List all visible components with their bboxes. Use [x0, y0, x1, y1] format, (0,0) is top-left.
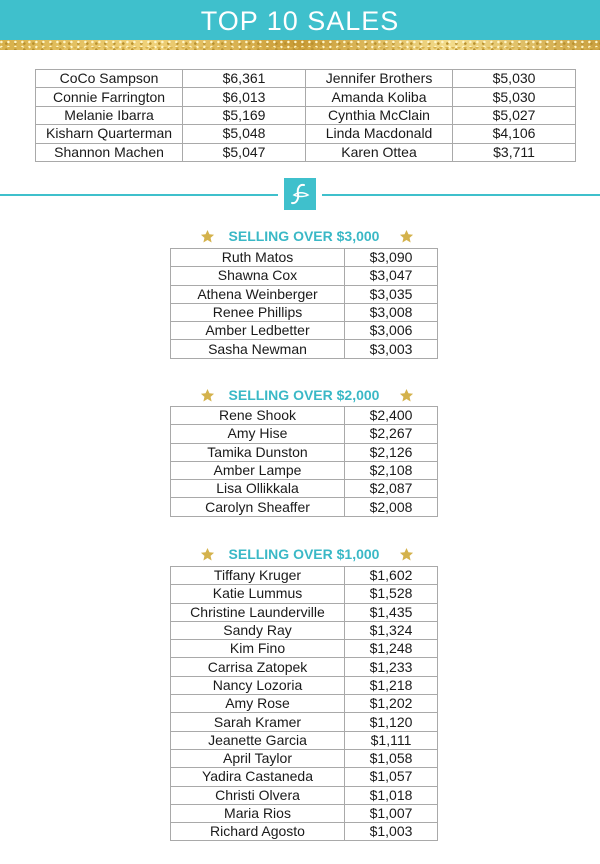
top-10-table [35, 69, 576, 162]
seller-name: Kim Fino [171, 640, 345, 658]
section-title-text: SELLING OVER $1,000 [228, 546, 380, 562]
table-row [171, 804, 438, 822]
table-row [171, 603, 438, 621]
star-icon [399, 547, 414, 562]
seller-name: Sasha Newman [171, 340, 345, 358]
seller-name: Richard Agosto [171, 823, 345, 841]
star-icon [399, 229, 414, 244]
script-f-logo-icon [284, 178, 316, 210]
tier-table [170, 248, 438, 359]
section-title-text: SELLING OVER $2,000 [228, 387, 380, 403]
seller-name: Christine Launderville [171, 603, 345, 621]
seller-name: Yadira Castaneda [171, 768, 345, 786]
seller-name: Shawna Cox [171, 267, 345, 285]
sales-amount: $1,058 [345, 749, 438, 767]
sales-amount: $3,090 [345, 249, 438, 267]
star-icon [200, 547, 215, 562]
seller-name: Amy Hise [171, 425, 345, 443]
table-row [171, 676, 438, 694]
table-row [171, 407, 438, 425]
table-row [171, 786, 438, 804]
sales-amount: $3,047 [345, 267, 438, 285]
table-row [171, 567, 438, 585]
table-row [171, 749, 438, 767]
sales-amount: $1,602 [345, 567, 438, 585]
table-row [171, 695, 438, 713]
seller-name: Katie Lummus [171, 585, 345, 603]
seller-name: Jeanette Garcia [171, 731, 345, 749]
seller-name: Jennifer Brothers [305, 70, 452, 88]
table-row [36, 125, 576, 143]
table-row [171, 768, 438, 786]
table-row [171, 480, 438, 498]
seller-name: Rene Shook [171, 407, 345, 425]
table-row [171, 658, 438, 676]
sales-amount: $1,324 [345, 621, 438, 639]
seller-name: Shannon Machen [36, 143, 183, 161]
divider-line-right [322, 194, 600, 196]
sales-amount: $3,008 [345, 303, 438, 321]
seller-name: Karen Ottea [305, 143, 452, 161]
sales-amount: $1,003 [345, 823, 438, 841]
seller-name: Carrisa Zatopek [171, 658, 345, 676]
seller-name: Tamika Dunston [171, 443, 345, 461]
sales-amount: $3,035 [345, 285, 438, 303]
sales-amount: $2,126 [345, 443, 438, 461]
section-title-text: SELLING OVER $3,000 [228, 228, 380, 244]
seller-name: Linda Macdonald [305, 125, 452, 143]
sales-amount: $3,006 [345, 322, 438, 340]
table-row [171, 640, 438, 658]
seller-name: Carolyn Sheaffer [171, 498, 345, 516]
seller-name: Connie Farrington [36, 88, 183, 106]
table-row [171, 461, 438, 479]
seller-name: Sandy Ray [171, 621, 345, 639]
sales-amount: $1,528 [345, 585, 438, 603]
sales-amount: $3,711 [453, 143, 576, 161]
sales-amount: $1,233 [345, 658, 438, 676]
sales-amount: $1,111 [345, 731, 438, 749]
sales-amount: $1,248 [345, 640, 438, 658]
sales-amount: $5,169 [183, 106, 306, 124]
seller-name: Tiffany Kruger [171, 567, 345, 585]
table-row [171, 713, 438, 731]
table-row [171, 621, 438, 639]
table-row [171, 340, 438, 358]
sales-amount: $5,047 [183, 143, 306, 161]
table-row [171, 585, 438, 603]
seller-name: Amanda Koliba [305, 88, 452, 106]
sales-amount: $1,202 [345, 695, 438, 713]
table-row [171, 731, 438, 749]
table-row [36, 143, 576, 161]
sales-amount: $1,218 [345, 676, 438, 694]
star-icon [399, 388, 414, 403]
seller-name: Amber Ledbetter [171, 322, 345, 340]
seller-name: Maria Rios [171, 804, 345, 822]
table-row [171, 285, 438, 303]
sales-amount: $2,087 [345, 480, 438, 498]
seller-name: Lisa Ollikkala [171, 480, 345, 498]
table-row [36, 88, 576, 106]
seller-name: Amber Lampe [171, 461, 345, 479]
seller-name: Sarah Kramer [171, 713, 345, 731]
seller-name: CoCo Sampson [36, 70, 183, 88]
seller-name: Melanie Ibarra [36, 106, 183, 124]
table-row [171, 498, 438, 516]
seller-name: Ruth Matos [171, 249, 345, 267]
section-title [170, 227, 438, 245]
sales-amount: $4,106 [453, 125, 576, 143]
table-row [171, 425, 438, 443]
header-banner [0, 0, 600, 40]
sales-amount: $5,027 [453, 106, 576, 124]
section-title [170, 386, 438, 404]
tier-table [170, 566, 438, 841]
sales-amount: $5,030 [453, 88, 576, 106]
gold-glitter-border [0, 40, 600, 50]
table-row [36, 106, 576, 124]
seller-name: Athena Weinberger [171, 285, 345, 303]
star-icon [200, 229, 215, 244]
seller-name: April Taylor [171, 749, 345, 767]
sales-amount: $5,030 [453, 70, 576, 88]
sales-amount: $5,048 [183, 125, 306, 143]
star-icon [200, 388, 215, 403]
section-title [170, 545, 438, 563]
table-row [36, 70, 576, 88]
sales-amount: $2,108 [345, 461, 438, 479]
table-row [171, 303, 438, 321]
table-row [171, 267, 438, 285]
sales-amount: $3,003 [345, 340, 438, 358]
sales-amount: $2,008 [345, 498, 438, 516]
seller-name: Christi Olvera [171, 786, 345, 804]
seller-name: Cynthia McClain [305, 106, 452, 124]
page-title: TOP 10 SALES [200, 6, 400, 36]
tier-table [170, 406, 438, 517]
sales-amount: $1,057 [345, 768, 438, 786]
seller-name: Amy Rose [171, 695, 345, 713]
seller-name: Kisharn Quarterman [36, 125, 183, 143]
table-row [171, 823, 438, 841]
table-row [171, 322, 438, 340]
sales-amount: $6,361 [183, 70, 306, 88]
divider-line-left [0, 194, 278, 196]
sales-amount: $1,435 [345, 603, 438, 621]
sales-amount: $2,267 [345, 425, 438, 443]
sales-amount: $1,120 [345, 713, 438, 731]
table-row [171, 249, 438, 267]
sales-amount: $1,018 [345, 786, 438, 804]
seller-name: Nancy Lozoria [171, 676, 345, 694]
sales-amount: $1,007 [345, 804, 438, 822]
sales-amount: $2,400 [345, 407, 438, 425]
seller-name: Renee Phillips [171, 303, 345, 321]
sales-amount: $6,013 [183, 88, 306, 106]
table-row [171, 443, 438, 461]
